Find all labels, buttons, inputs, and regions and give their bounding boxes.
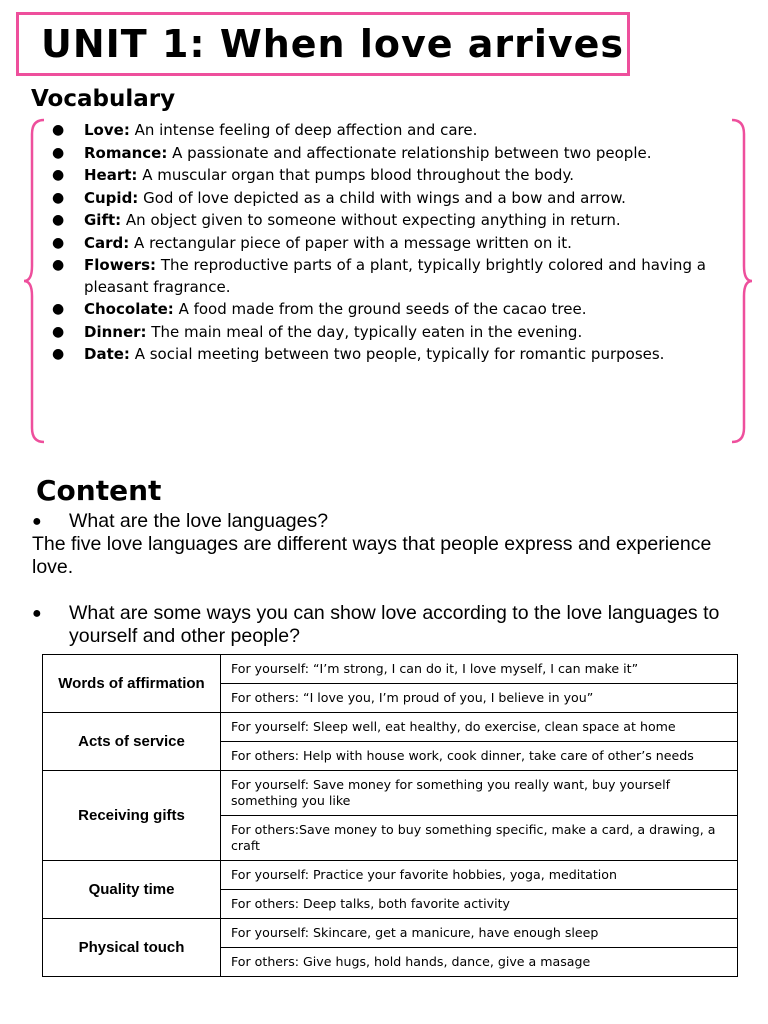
question-2-text: What are some ways you can show love according to the love languages to yourself and other people? [69,602,720,647]
left-brace [22,116,50,446]
for-others-cell: For others: Deep talks, both favorite activity [221,890,738,919]
for-yourself-cell: For yourself: Save money for something you really want, buy yourself something you like [221,771,738,816]
right-brace [726,116,754,446]
for-others-cell: For others: “I love you, I’m proud of you, I believe in you” [221,684,738,713]
bullet-icon: ● [52,189,65,206]
content-heading: Content [36,474,162,507]
vocab-item [50,188,730,210]
table-row [43,919,738,948]
vocab-item [50,255,730,298]
table-row [43,713,738,742]
question-1 [32,510,328,533]
vocab-term: Dinner: [84,322,147,341]
bullet-icon: ● [32,605,42,622]
vocab-item [50,299,730,321]
vocab-term: Gift: [84,211,122,229]
page-title: UNIT 1: When love arrives [41,22,625,66]
vocab-definition: An object given to someone without expecting anything in return. [121,211,621,229]
table-row [43,655,738,684]
table-row [43,771,738,816]
title-box [16,12,630,76]
vocab-definition: A muscular organ that pumps blood throughout the body. [137,166,574,184]
question-2 [32,602,759,648]
vocab-definition: God of love depicted as a child with wings and a bow and arrow. [138,188,626,207]
for-others-cell: For others: Help with house work, cook dinner, take care of other’s needs [221,742,738,771]
vocab-term: Chocolate: [84,300,174,318]
bullet-icon: ● [32,513,42,530]
bullet-icon: ● [52,257,65,273]
for-yourself-cell: For yourself: “I’m strong, I can do it, I love myself, I can make it” [221,655,738,684]
bullet-icon: ● [52,234,65,251]
love-languages-table [42,654,738,977]
vocab-item [50,165,730,187]
vocab-term: Card: [84,233,130,252]
vocab-definition: The reproductive parts of a plant, typically brightly colored and having a pleasant fragrance. [84,256,706,296]
love-language-name: Receiving gifts [43,771,221,861]
answer-1: The five love languages are different ways that people express and experience love. [32,533,712,578]
vocab-definition: An intense feeling of deep affection and care. [129,121,478,139]
vocab-term: Love: [84,121,130,139]
vocab-term: Cupid: [84,188,139,207]
table-row [43,861,738,890]
love-language-name: Physical touch [43,919,221,977]
question-1-text: What are the love languages? [69,510,329,532]
for-others-cell: For others:Save money to buy something specific, make a card, a drawing, a craft [221,816,738,861]
love-language-name: Words of affirmation [43,655,221,713]
vocab-term: Date: [84,345,130,363]
vocab-item [50,210,730,232]
bullet-icon: ● [52,122,65,138]
vocab-definition: A social meeting between two people, typically for romantic purposes. [129,345,665,363]
love-language-name: Quality time [43,861,221,919]
vocab-term: Romance: [84,143,168,162]
vocab-definition: A rectangular piece of paper with a message written on it. [129,233,572,252]
for-yourself-cell: For yourself: Sleep well, eat healthy, do exercise, clean space at home [221,713,738,742]
bullet-icon: ● [52,167,65,183]
bullet-icon: ● [52,346,65,362]
bullet-icon: ● [52,212,65,228]
vocab-term: Heart: [84,166,138,184]
vocab-definition: The main meal of the day, typically eaten in the evening. [146,322,583,341]
vocab-definition: A passionate and affectionate relationship between two people. [167,143,652,162]
vocab-item [50,120,730,142]
vocabulary-list [50,120,730,367]
bullet-icon: ● [52,301,65,317]
for-yourself-cell: For yourself: Skincare, get a manicure, have enough sleep [221,919,738,948]
vocab-definition: A food made from the ground seeds of the cacao tree. [173,300,587,318]
vocabulary-heading: Vocabulary [31,86,176,112]
for-others-cell: For others: Give hugs, hold hands, dance, give a masage [221,948,738,977]
love-language-name: Acts of service [43,713,221,771]
vocab-item [50,233,730,255]
vocab-item [50,322,730,344]
bullet-icon: ● [52,144,65,161]
for-yourself-cell: For yourself: Practice your favorite hobbies, yoga, meditation [221,861,738,890]
vocab-item [50,143,730,165]
vocab-item [50,344,730,366]
vocab-term: Flowers: [84,256,157,274]
bullet-icon: ● [52,323,65,340]
